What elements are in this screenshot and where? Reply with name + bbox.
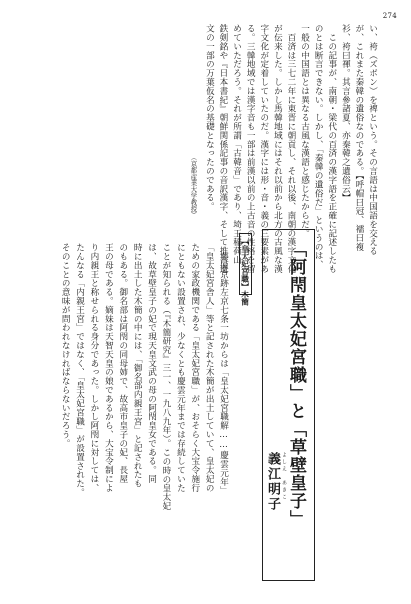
text-column: のもある。御名部は阿閇の同母姉で、故高市皇子の妃、長屋 xyxy=(117,243,128,484)
text-column: にともない設置され、少なくとも慶雲元年までは存続していた xyxy=(175,243,186,493)
text-column: ことが知られる（『木簡研究』三一、一九八九年）。この時の皇太妃 xyxy=(160,243,171,511)
text-column: 文の一部の万葉仮名の基礎となったのである。 xyxy=(204,24,215,211)
page-number: 274 xyxy=(382,12,397,20)
text-column: 字文化が定着していたのだ。漢字には形・音・義の三要素があ xyxy=(258,24,269,274)
text-column: が、これまた秦韓の遺俗なのである。【呼帽曰冠、襦曰複 xyxy=(353,24,364,252)
text-column: そのことの意味が問われなければならないだろう。 xyxy=(60,243,71,448)
text-column: り内親王と称せられる身分であった。しかし阿閇に対しては、 xyxy=(88,243,99,493)
text-column: ための家政機関である「皇太妃宮職」が、おそらく大宝令施行 xyxy=(189,243,200,493)
article-author: 義江明子 xyxy=(265,452,280,512)
article-title: 「阿閇皇太妃宮職」と「草壁皇子」 xyxy=(286,240,306,528)
text-column: 藤原京跡左京七条一坊からは「皇太妃宮職解……慶雲元年」 xyxy=(218,243,229,495)
text-column: が伝来した。しかし馬韓地域にはそれ以前から北方の古風な漢 xyxy=(272,24,283,274)
text-column: 鉄剣銘や『日本書紀』朝鮮関係記事の音訳漢字、そして推古遺 xyxy=(217,24,228,274)
text-column: 「皇太妃宮舎人」等と記された木簡が出土していて、皇太妃の xyxy=(204,243,215,493)
text-column: る。三韓地域では漢字音も一部は前漢以前の上古音の性格を留 xyxy=(245,24,256,274)
text-column: 百済は三七二年に東晋に朝貢し、それ以後、南朝の漢字文化 xyxy=(285,24,296,274)
text-column: この記事が、南朝・梁代の百済の漢字語を正確に記述したも xyxy=(326,24,337,274)
text-column: たんなる「内親王宮」ではなく、「皇太妃宮職」が設置された。 xyxy=(74,243,85,497)
author-credit: （京都産業大学教授） xyxy=(189,154,198,218)
article-tag: 【皇太妃宮職】木簡 xyxy=(240,237,250,306)
author-ruby: よしえ あきこ xyxy=(281,452,287,501)
text-column: 時に出土した木簡の中には、「御名部内親王宮」と記されたも xyxy=(132,243,143,488)
text-column: い、袴（ズボン）を裨という。その言語は中国語を交える xyxy=(367,24,378,256)
text-column: めていただろう。それが所謂「古韓音」であり、埼玉稲荷山 xyxy=(231,24,242,265)
text-column: 一般の中国語とは異なる古風な漢語と感じたからだ。 xyxy=(299,24,310,238)
text-column: のとは断言できない。しかし、「秦韓の遺俗だ」というのは、 xyxy=(313,24,324,269)
text-column: 衫、袴曰褌。其言參諸夏、亦秦韓之遺俗云】 xyxy=(340,24,351,202)
text-column: は、故草壁皇子の妃で現天皇文武の母の阿閇皇女である。同 xyxy=(146,243,157,484)
text-column: 王の母である。嫡妹は天智天皇の娘であるから、大宝令制によ xyxy=(103,243,114,493)
